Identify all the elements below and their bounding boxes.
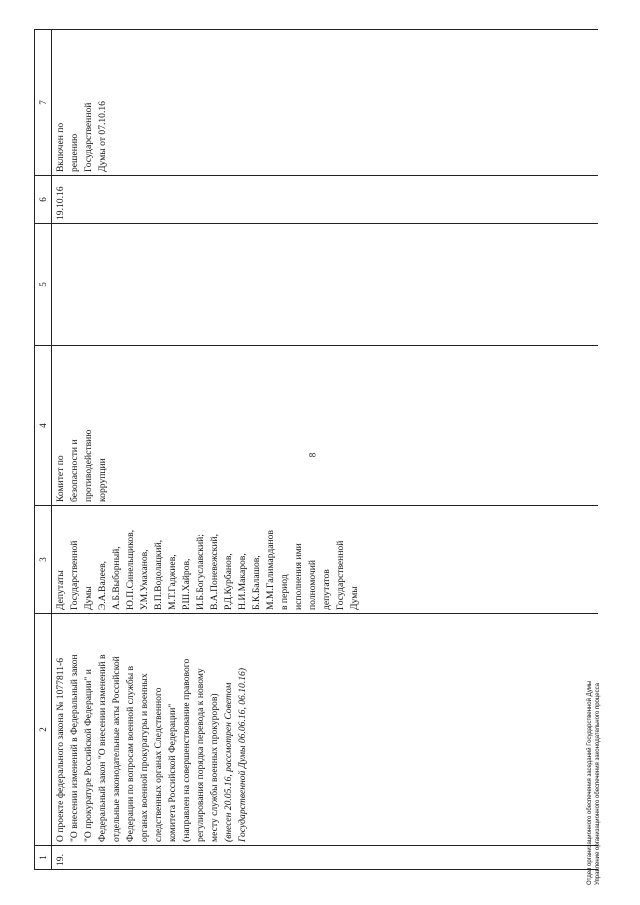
initiator-line: полномочий [307,559,318,610]
header-cell-5: 5 [35,224,52,346]
initiator-line: У.М.Умаханов, [139,549,150,610]
table-row [52,30,365,870]
description-line: "О прокуратуре Российской Федерации" и [83,669,94,842]
initiator-line: Государственной [69,540,80,610]
header-cell-4: 4 [35,346,52,506]
initiator-line: Думы [83,586,94,610]
description-line: (направлен на совершенствование правового [181,658,192,842]
initiator-line: в период [279,574,290,610]
committee-line: противодействию [83,429,94,502]
initiator-line: Э.А.Валеев, [97,560,108,610]
description-status-line: Государственной Думы 06.06.16, 06.10.16) [237,667,248,842]
page-number: 8 [307,452,318,458]
description-line: органах военной прокуратуры и военных [139,673,150,842]
initiator-line: Депутаты [55,570,66,610]
row-number: 19. [52,846,365,870]
column-5-cell [52,224,365,346]
decision-line: решению [69,133,80,172]
decision-line: Думы от 07.10.16 [97,101,108,172]
initiator-line: Н.И.Макаров, [237,553,248,610]
table-bottom-spacer [364,30,598,870]
initiator-line: Р.Д.Курбанов, [223,553,234,610]
rotated-table-wrapper [34,10,614,870]
committee-line: безопасности и [69,439,80,502]
footer-line-2: Управление организационного обеспечения законодательного процесса [595,683,601,885]
header-row [35,30,52,870]
description-status-line: (внесен 20.05.16, рассмотрен Советом [223,682,234,842]
description-line: Федерации по вопросам военной службы в [125,665,136,842]
header-cell-1: 1 [35,846,52,870]
decision-line: Включен по [55,122,66,172]
description-line: комитета Российской Федерации" [167,703,178,842]
initiator-line: Ю.П.Синельщиков, [125,529,136,610]
description-line: следственных органах Следственного [153,687,164,842]
initiators [52,506,365,614]
header-cell-3: 3 [35,506,52,614]
committee-line: коррупции [97,458,108,502]
description-line: отдельные законодательные акты Российской [111,656,122,842]
initiator-line: А.Б.Выборный, [111,546,122,610]
initiator-line: В.А.Поневежский, [209,533,220,610]
decision-cell [52,30,365,176]
initiator-line: Б.К.Балашов, [251,555,262,610]
date-cell: 19.10.16 [52,176,365,224]
description-line: О проекте федерального закона № 1077811-6 [55,658,66,842]
initiator-line: М.М.Галимарданов [265,530,276,610]
committee-line: Комитет по [55,455,66,502]
header-cell-6: 6 [35,176,52,224]
initiator-line: исполнения ими [293,543,304,610]
initiator-line: В.П.Водолацкий, [153,539,164,610]
initiator-line: Р.Ш.Хайров, [181,558,192,610]
initiator-line: Государственной [335,540,346,610]
description-line: месту службы военных прокуроров) [209,693,220,842]
bill-description [52,614,365,846]
footer-line-1: Отдел организационного обеспечения заседаний Государственной Думы [587,680,593,885]
footer [586,681,602,885]
initiator-line: Думы [349,586,360,610]
responsible-committee [52,346,365,506]
description-line: регулирования порядка перевода к новому [195,668,206,842]
initiator-line: М.Т.Гаджиев, [167,554,178,610]
description-line: Федеральный закон "О внесении изменений в [97,654,108,842]
decision-line: Государственной [83,102,94,172]
initiator-line: И.Б.Богуславский; [195,534,206,610]
description-line: "О внесении изменений в Федеральный закон [69,654,80,842]
header-cell-2: 2 [35,614,52,846]
initiator-line: депутатов [321,569,332,610]
header-cell-7: 7 [35,30,52,176]
bills-table [34,29,598,870]
